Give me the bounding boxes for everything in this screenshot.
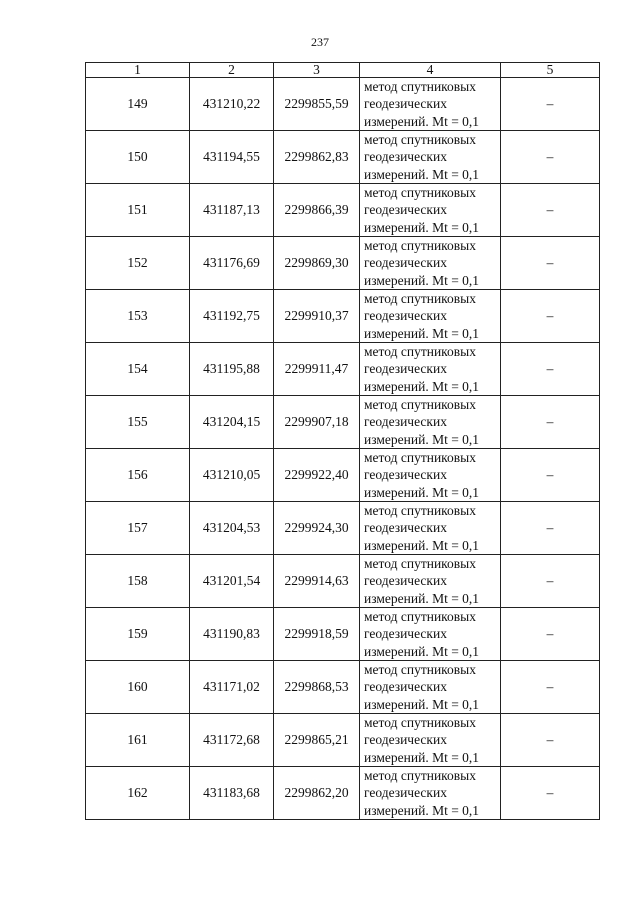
method-line: геодезических [364,626,447,642]
method-line: геодезических [364,520,447,536]
point-number: 162 [86,767,190,820]
coordinate-y: 2299868,53 [274,661,360,714]
note-cell: – [501,661,600,714]
method-cell [360,449,501,502]
method-line: метод спутниковых [364,662,476,678]
point-number: 151 [86,184,190,237]
coordinate-y: 2299914,63 [274,555,360,608]
table-row [86,290,600,343]
method-line: геодезических [364,361,447,377]
method-cell [360,608,501,661]
method-cell [360,237,501,290]
coordinate-y: 2299907,18 [274,396,360,449]
method-line: измерений. Mt = 0,1 [364,219,480,235]
coordinate-y: 2299866,39 [274,184,360,237]
table-row [86,608,600,661]
point-number: 156 [86,449,190,502]
method-line: геодезических [364,96,447,112]
table-row [86,184,600,237]
method-line: измерений. Mt = 0,1 [364,537,480,553]
table-row [86,396,600,449]
method-line: геодезических [364,308,447,324]
page-number: 237 [311,35,329,49]
table-row [86,555,600,608]
coordinate-y: 2299918,59 [274,608,360,661]
point-number: 155 [86,396,190,449]
table-row [86,237,600,290]
method-line: измерений. Mt = 0,1 [364,643,480,659]
point-number: 159 [86,608,190,661]
method-cell [360,661,501,714]
coordinate-x: 431195,88 [190,343,274,396]
method-line: метод спутниковых [364,503,476,519]
method-line: геодезических [364,149,447,165]
method-line: измерений. Mt = 0,1 [364,272,480,288]
note-cell: – [501,343,600,396]
method-line: метод спутниковых [364,238,476,254]
method-cell [360,767,501,820]
method-cell [360,396,501,449]
table-row [86,449,600,502]
method-line: геодезических [364,202,447,218]
table-row [86,78,600,131]
table-row [86,661,600,714]
coordinates-table [85,62,600,820]
method-line: метод спутниковых [364,132,476,148]
coordinate-x: 431210,22 [190,78,274,131]
point-number: 150 [86,131,190,184]
method-line: геодезических [364,467,447,483]
method-cell [360,502,501,555]
method-line: геодезических [364,679,447,695]
method-line: измерений. Mt = 0,1 [364,749,480,765]
coordinate-x: 431204,15 [190,396,274,449]
method-line: измерений. Mt = 0,1 [364,590,480,606]
coordinate-y: 2299910,37 [274,290,360,343]
method-line: метод спутниковых [364,397,476,413]
method-line: метод спутниковых [364,609,476,625]
method-line: метод спутниковых [364,715,476,731]
method-line: метод спутниковых [364,344,476,360]
method-line: метод спутниковых [364,79,476,95]
coordinate-y: 2299924,30 [274,502,360,555]
coordinate-x: 431201,54 [190,555,274,608]
coordinate-x: 431210,05 [190,449,274,502]
point-number: 161 [86,714,190,767]
method-line: метод спутниковых [364,768,476,784]
coordinate-x: 431190,83 [190,608,274,661]
column-header: 1 [86,63,190,78]
method-cell [360,290,501,343]
method-line: геодезических [364,414,447,430]
method-line: измерений. Mt = 0,1 [364,696,480,712]
note-cell: – [501,131,600,184]
note-cell: – [501,396,600,449]
note-cell: – [501,78,600,131]
method-line: метод спутниковых [364,556,476,572]
point-number: 153 [86,290,190,343]
method-cell [360,131,501,184]
table-row [86,767,600,820]
coordinate-y: 2299862,83 [274,131,360,184]
method-line: измерений. Mt = 0,1 [364,802,480,818]
point-number: 152 [86,237,190,290]
note-cell: – [501,714,600,767]
coordinate-x: 431171,02 [190,661,274,714]
coordinate-x: 431183,68 [190,767,274,820]
method-line: метод спутниковых [364,185,476,201]
coordinate-x: 431176,69 [190,237,274,290]
coordinate-x: 431172,68 [190,714,274,767]
column-header: 3 [274,63,360,78]
point-number: 149 [86,78,190,131]
coordinate-y: 2299911,47 [274,343,360,396]
method-cell [360,714,501,767]
table-row [86,131,600,184]
method-cell [360,184,501,237]
coordinate-y: 2299865,21 [274,714,360,767]
coordinate-y: 2299922,40 [274,449,360,502]
method-line: метод спутниковых [364,291,476,307]
note-cell: – [501,608,600,661]
method-line: геодезических [364,785,447,801]
note-cell: – [501,502,600,555]
coordinate-x: 431194,55 [190,131,274,184]
note-cell: – [501,290,600,343]
note-cell: – [501,555,600,608]
coordinate-y: 2299869,30 [274,237,360,290]
method-line: геодезических [364,732,447,748]
coordinate-x: 431192,75 [190,290,274,343]
table-row [86,714,600,767]
table-row [86,343,600,396]
method-cell [360,555,501,608]
note-cell: – [501,449,600,502]
method-line: измерений. Mt = 0,1 [364,484,480,500]
method-line: измерений. Mt = 0,1 [364,431,480,447]
method-line: измерений. Mt = 0,1 [364,378,480,394]
method-line: метод спутниковых [364,450,476,466]
method-cell [360,78,501,131]
coordinate-y: 2299855,59 [274,78,360,131]
column-header: 4 [360,63,501,78]
method-line: измерений. Mt = 0,1 [364,325,480,341]
table-header-row [86,63,600,78]
point-number: 157 [86,502,190,555]
coordinate-x: 431187,13 [190,184,274,237]
note-cell: – [501,767,600,820]
table-row [86,502,600,555]
point-number: 158 [86,555,190,608]
coordinate-y: 2299862,20 [274,767,360,820]
method-line: геодезических [364,573,447,589]
method-line: измерений. Mt = 0,1 [364,166,480,182]
point-number: 160 [86,661,190,714]
coordinate-x: 431204,53 [190,502,274,555]
note-cell: – [501,184,600,237]
method-cell [360,343,501,396]
note-cell: – [501,237,600,290]
point-number: 154 [86,343,190,396]
method-line: измерений. Mt = 0,1 [364,113,480,129]
column-header: 2 [190,63,274,78]
column-header: 5 [501,63,600,78]
method-line: геодезических [364,255,447,271]
